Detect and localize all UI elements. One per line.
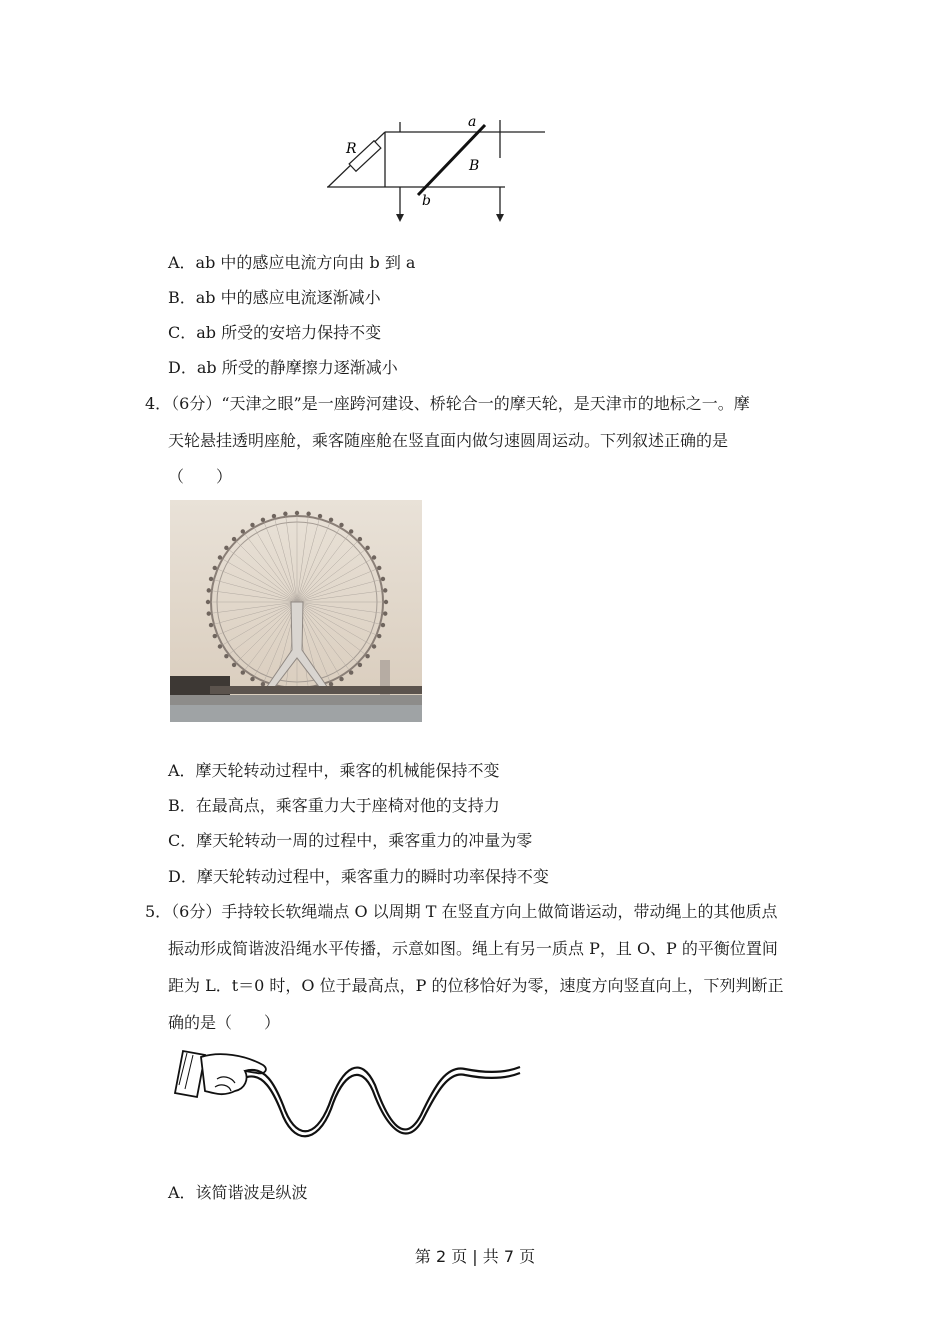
wheel-capsule bbox=[232, 663, 236, 667]
q4-line-2: 天轮悬挂透明座舱，乘客随座舱在竖直面内做匀速圆周运动。下列叙述正确的是 bbox=[168, 431, 729, 450]
wheel-capsule bbox=[250, 677, 254, 681]
wheel-capsule bbox=[365, 654, 369, 658]
wheel-capsule bbox=[329, 518, 333, 522]
q4-line-3: （ ） bbox=[168, 467, 233, 486]
q4-option-c: C．摩天轮转动一周的过程中，乘客重力的冲量为零 bbox=[168, 831, 533, 850]
label-b: b bbox=[422, 193, 431, 209]
wheel-capsule bbox=[306, 512, 310, 516]
q5-line-4: 确的是（ ） bbox=[168, 1013, 281, 1032]
q4-option-d: D．摩天轮转动过程中，乘客重力的瞬时功率保持不变 bbox=[168, 867, 549, 886]
label-a: a bbox=[468, 114, 477, 130]
wheel-capsule bbox=[272, 514, 276, 518]
wheel-capsule bbox=[377, 634, 381, 638]
q4-line-1: 4．（6分）“天津之眼”是一座跨河建设、桥轮合一的摩天轮，是天津市的地标之一。摩 bbox=[145, 394, 750, 413]
wheel-capsule bbox=[349, 529, 353, 533]
wheel-capsule bbox=[261, 518, 265, 522]
wheel-capsule bbox=[384, 600, 388, 604]
q3-option-a: A．ab 中的感应电流方向由 b 到 a bbox=[168, 253, 416, 272]
wheel-capsule bbox=[381, 577, 385, 581]
hand-rope-figure bbox=[165, 1045, 535, 1145]
wheel-capsule bbox=[241, 529, 245, 533]
wheel-capsule bbox=[377, 566, 381, 570]
q5-line-2: 振动形成简谐波沿绳水平传播，示意如图。绳上有另一质点 P，且 O、P 的平衡位置间 bbox=[168, 939, 778, 958]
wheel-capsule bbox=[232, 537, 236, 541]
wheel-capsule bbox=[213, 566, 217, 570]
wheel-capsule bbox=[383, 588, 387, 592]
wheel-capsule bbox=[261, 682, 265, 686]
wheel-capsule bbox=[250, 523, 254, 527]
q3-option-d: D．ab 所受的静摩擦力逐渐减小 bbox=[168, 358, 398, 377]
q5-option-a: A．该简谐波是纵波 bbox=[168, 1183, 308, 1202]
q5-line-1: 5．（6分）手持较长软绳端点 O 以周期 T 在竖直方向上做简谐运动，带动绳上的其他质点 bbox=[145, 902, 778, 921]
wheel-capsule bbox=[206, 600, 210, 604]
wheel-capsule bbox=[358, 537, 362, 541]
wheel-capsule bbox=[295, 511, 299, 515]
wheel-capsule bbox=[209, 577, 213, 581]
page-footer: 第 2 页 | 共 7 页 bbox=[414, 1247, 536, 1266]
wheel-capsule bbox=[224, 546, 228, 550]
wheel-capsule bbox=[207, 611, 211, 615]
label-B: B bbox=[469, 158, 480, 174]
q3-option-c: C．ab 所受的安培力保持不变 bbox=[168, 323, 382, 342]
wheel-capsule bbox=[218, 555, 222, 559]
wheel-capsule bbox=[207, 588, 211, 592]
wheel-capsule bbox=[349, 670, 353, 674]
wheel-capsule bbox=[283, 512, 287, 516]
wheel-capsule bbox=[339, 523, 343, 527]
label-R: R bbox=[346, 141, 357, 157]
wheel-capsule bbox=[358, 663, 362, 667]
q4-option-a: A．摩天轮转动过程中，乘客的机械能保持不变 bbox=[168, 761, 500, 780]
ferris-wheel-photo bbox=[170, 500, 422, 722]
q5-line-3: 距为 L．t＝0 时，O 位于最高点，P 的位移恰好为零，速度方向竖直向上，下列判断正 bbox=[168, 976, 784, 995]
wheel-capsule bbox=[329, 682, 333, 686]
wheel-capsule bbox=[381, 623, 385, 627]
circuit-figure bbox=[160, 110, 480, 230]
wheel-capsule bbox=[372, 555, 376, 559]
wheel-capsule bbox=[209, 623, 213, 627]
wheel-capsule bbox=[218, 644, 222, 648]
wheel-capsule bbox=[318, 514, 322, 518]
wheel-capsule bbox=[241, 670, 245, 674]
wheel-capsule bbox=[365, 546, 369, 550]
q3-option-b: B．ab 中的感应电流逐渐减小 bbox=[168, 288, 381, 307]
wheel-capsule bbox=[372, 644, 376, 648]
wheel-capsule bbox=[383, 611, 387, 615]
wheel-capsule bbox=[213, 634, 217, 638]
q4-option-b: B．在最高点，乘客重力大于座椅对他的支持力 bbox=[168, 796, 500, 815]
wheel-capsule bbox=[224, 654, 228, 658]
wheel-capsule bbox=[339, 677, 343, 681]
